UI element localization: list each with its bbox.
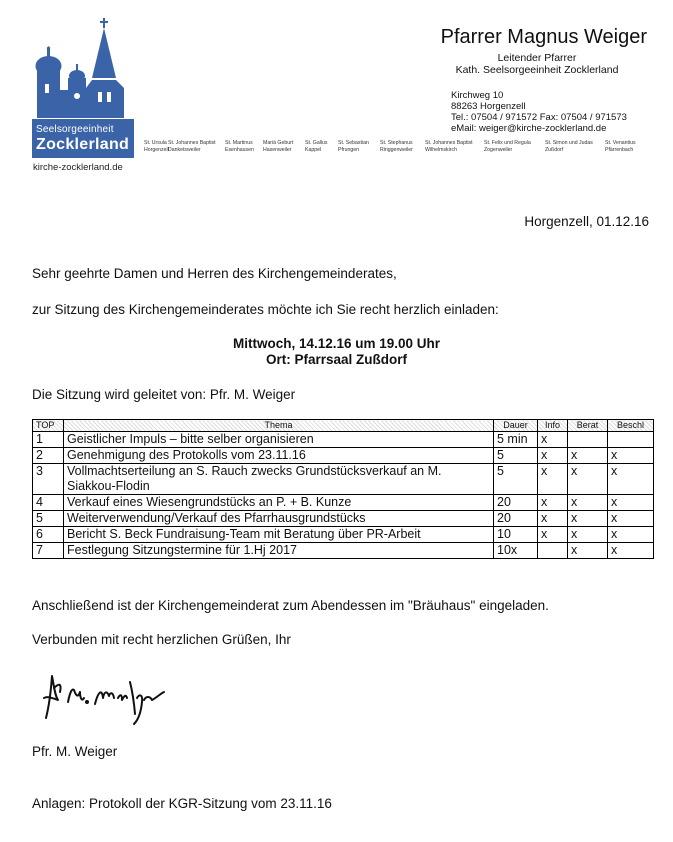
cell-dauer: 5 (494, 464, 538, 495)
sender-phone: Tel.: 07504 / 971572 Fax: 07504 / 971573 (451, 112, 627, 123)
cell-top: 1 (33, 432, 64, 448)
agenda-table (32, 419, 654, 559)
cell-beschl: x (608, 511, 654, 527)
cell-dauer: 5 min (494, 432, 538, 448)
cell-top: 4 (33, 495, 64, 511)
table-row (33, 448, 654, 464)
header-berat: Berat (568, 420, 608, 432)
cell-info: x (538, 511, 568, 527)
sender-street: Kirchweg 10 (451, 90, 504, 101)
cell-thema: Weiterverwendung/Verkauf des Pfarrhausgrundstücks (64, 511, 494, 527)
cell-beschl: x (608, 543, 654, 559)
cell-dauer: 5 (494, 448, 538, 464)
cell-thema: Geistlicher Impuls – bitte selber organisieren (64, 432, 494, 448)
logo-line1: Seelsorgeeinheit (36, 124, 114, 135)
table-row (33, 495, 654, 511)
salutation: Sehr geehrte Damen und Herren des Kirchengemeinderates, (32, 266, 397, 281)
cell-info: x (538, 448, 568, 464)
cell-info: x (538, 527, 568, 543)
cell-berat: x (568, 527, 608, 543)
cell-beschl: x (608, 448, 654, 464)
chair-text: Die Sitzung wird geleitet von: Pfr. M. Weiger (32, 387, 296, 402)
attachment-text: Anlagen: Protokoll der KGR-Sitzung vom 23.11.16 (32, 796, 332, 811)
cell-beschl: x (608, 464, 654, 495)
cell-beschl (608, 432, 654, 448)
meeting-when: Mittwoch, 14.12.16 um 19.00 Uhr (232, 336, 441, 351)
cell-beschl: x (608, 527, 654, 543)
header-thema: Thema (64, 420, 494, 432)
handwritten-signature (40, 668, 170, 728)
cell-dauer: 10 (494, 527, 538, 543)
logo-url[interactable]: kirche-zocklerland.de (33, 162, 123, 173)
letter-date: Horgenzell, 01.12.16 (524, 214, 649, 229)
parish-item: St. Johannes Baptist Wilhelmskirch (425, 140, 473, 153)
parish-item: St. Stephanus Ringgenweiler (380, 140, 413, 153)
cell-top: 6 (33, 527, 64, 543)
cell-info: x (538, 464, 568, 495)
cell-berat (568, 432, 608, 448)
cell-top: 3 (33, 464, 64, 495)
header-info: Info (538, 420, 568, 432)
cell-thema: Festlegung Sitzungstermine für 1.Hj 2017 (64, 543, 494, 559)
parish-item: St. Gallus Kappel (305, 140, 328, 153)
cell-berat: x (568, 464, 608, 495)
parish-item: St. Simon und Judas Zußdorf (545, 140, 593, 153)
closing-text: Verbunden mit recht herzlichen Grüßen, Ihr (32, 632, 291, 647)
meeting-where: Ort: Pfarrsaal Zußdorf (265, 352, 408, 367)
header-dauer: Dauer (494, 420, 538, 432)
agenda-header-row (33, 420, 654, 432)
sender-org: Kath. Seelsorgeeinheit Zocklerland (455, 64, 619, 76)
sender-city: 88263 Horgenzell (451, 101, 526, 112)
table-row (33, 543, 654, 559)
cell-info (538, 543, 568, 559)
cell-thema: Vollmachtserteilung an S. Rauch zwecks Grundstücksverkauf an M. Siakkou-Flodin (64, 464, 494, 495)
cell-beschl: x (608, 495, 654, 511)
header-beschl: Beschl (608, 420, 654, 432)
table-row (33, 527, 654, 543)
parish-item: St. Ursula Horgenzell (144, 140, 169, 153)
parish-item: St. Sebastian Pfrungen (338, 140, 369, 153)
cell-top: 7 (33, 543, 64, 559)
table-row (33, 464, 654, 495)
cell-top: 2 (33, 448, 64, 464)
header-top: TOP (33, 420, 64, 432)
cell-thema: Genehmigung des Protokolls vom 23.11.16 (64, 448, 494, 464)
cell-berat: x (568, 543, 608, 559)
cell-info: x (538, 432, 568, 448)
cell-berat: x (568, 448, 608, 464)
parish-item: Mariä Geburt Hasenweiler (263, 140, 294, 153)
cell-thema: Verkauf eines Wiesengrundstücks an P. + B. Kunze (64, 495, 494, 511)
parish-item: St. Felix und Regula Zogenweiler (484, 140, 531, 153)
cell-dauer: 10x (494, 543, 538, 559)
sender-email[interactable]: eMail: weiger@kirche-zocklerland.de (451, 123, 607, 134)
cell-info: x (538, 495, 568, 511)
intro-text: zur Sitzung des Kirchengemeinderates möchte ich Sie recht herzlich einladen: (32, 302, 499, 317)
parish-item: St. Martinus Esenhausen (225, 140, 254, 153)
parish-item: St. Venantius Pfärrenbach (605, 140, 636, 153)
parish-item: St. Johannes Baptist Danketsweiler (168, 140, 216, 153)
table-row (33, 432, 654, 448)
cell-thema: Bericht S. Beck Fundraisung-Team mit Beratung über PR-Arbeit (64, 527, 494, 543)
dinner-text: Anschließend ist der Kirchengemeinderat zum Abendessen im "Bräuhaus" eingeladen. (32, 598, 549, 613)
signature-name: Pfr. M. Weiger (32, 744, 118, 759)
table-row (33, 511, 654, 527)
cell-berat: x (568, 511, 608, 527)
logo-line2: Zocklerland (36, 136, 130, 153)
cell-top: 5 (33, 511, 64, 527)
cell-dauer: 20 (494, 495, 538, 511)
sender-role: Leitender Pfarrer (497, 52, 577, 64)
sender-name: Pfarrer Magnus Weiger (440, 26, 647, 48)
cell-berat: x (568, 495, 608, 511)
cell-dauer: 20 (494, 511, 538, 527)
